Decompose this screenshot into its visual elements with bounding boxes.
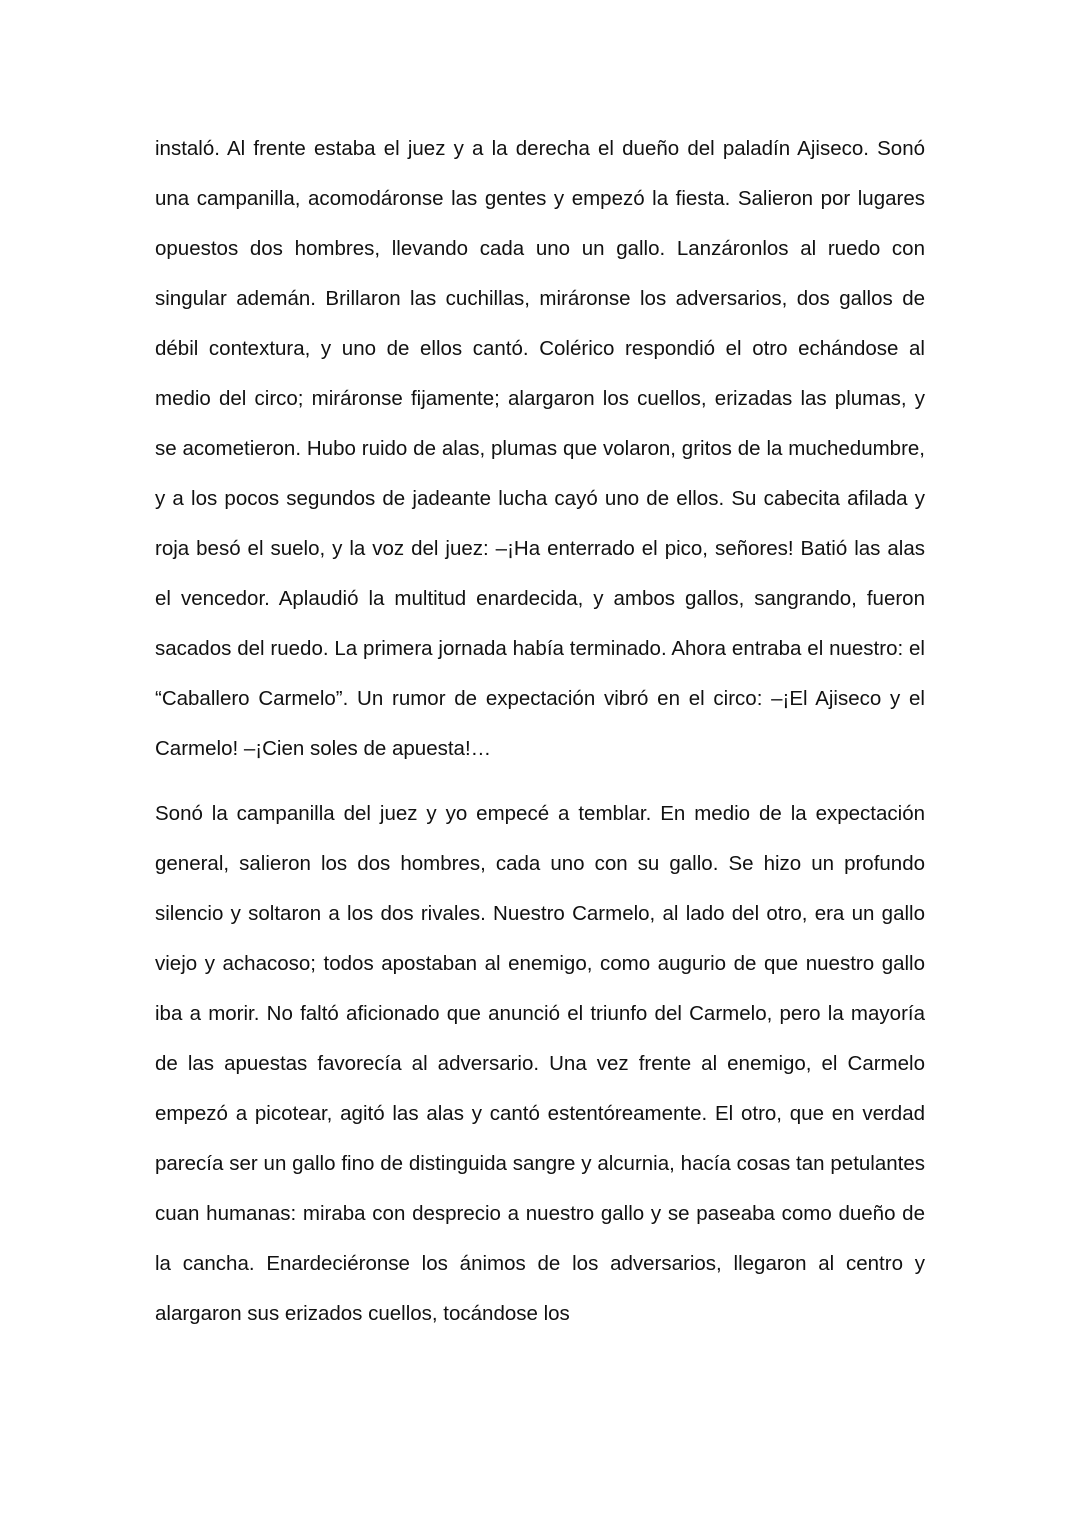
paragraph-2: Sonó la campanilla del juez y yo empecé a temblar. En medio de la expectación general, salieron los dos hombres, cada uno con su gallo. Se hizo un profundo silencio y soltaron a los dos rivales. Nuestro Carmelo, al lado del otro, era un gallo viejo y achacoso; todos apostaban al enemigo, como augurio de que nuestro gallo iba a morir. No faltó aficionado que anunció el triunfo del Carmelo, pero la mayoría de las apuestas favorecía al adversario. Una vez frente al enemigo, el Carmelo empezó a picotear, agitó las alas y cantó estentóreamente. El otro, que en verdad parecía ser un gallo fino de distinguida sangre y alcurnia, hacía cosas tan petulantes cuan humanas: miraba con desprecio a nuestro gallo y se paseaba como dueño de la cancha. Enardeciéronse los ánimos de los adversarios, llegaron al centro y alargaron sus erizados cuellos, tocándose los: [155, 802, 925, 1325]
paragraph-1: instaló. Al frente estaba el juez y a la derecha el dueño del paladín Ajiseco. Sonó una campanilla, acomodáronse las gentes y empezó la fiesta. Salieron por lugares opuestos dos hombres, llevando cada uno un gallo. Lanzáronlos al ruedo con singular ademán. Brillaron las cuchillas, miráronse los adversarios, dos gallos de débil contextura, y uno de ellos cantó. Colérico respondió el otro echándose al medio del circo; miráronse fijamente; alargaron los cuellos, erizadas las plumas, y se acometieron. Hubo ruido de alas, plumas que volaron, gritos de la muchedumbre, y a los pocos segundos de jadeante lucha cayó uno de ellos. Su cabecita afilada y roja besó el suelo, y la voz del juez: –¡Ha enterrado el pico, señores! Batió las alas el vencedor. Aplaudió la multitud enardecida, y ambos gallos, sangrando, fueron sacados del ruedo. La primera jornada había terminado. Ahora entraba el nuestro: el “Caballero Carmelo”. Un rumor de expectación vibró en el circo: –¡El Ajiseco y el Carmelo! –¡Cien soles de apuesta!…: [155, 137, 925, 760]
document-page: [155, 124, 925, 1339]
